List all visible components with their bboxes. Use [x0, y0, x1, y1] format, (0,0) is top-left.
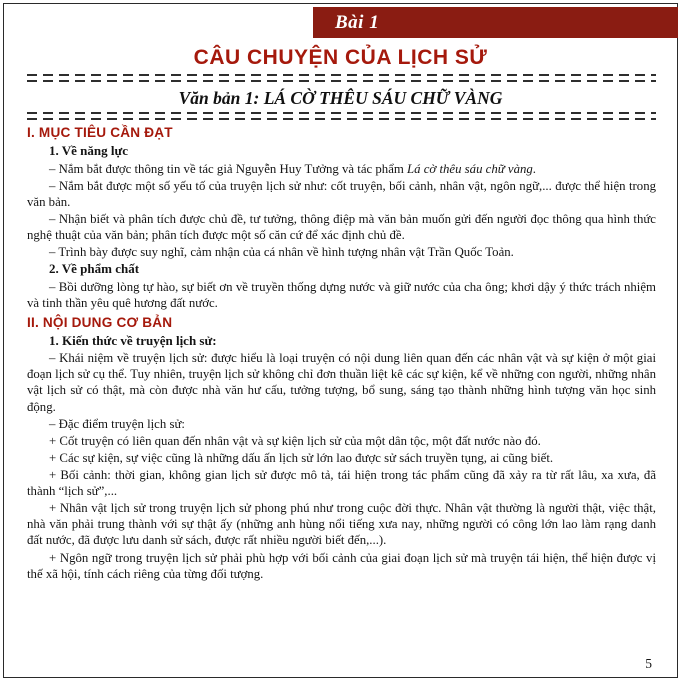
dashed-line: [27, 118, 656, 120]
paragraph: – Trình bày được suy nghĩ, cảm nhận của cá nhân về hình tượng nhân vật Trần Quốc Toản.: [49, 245, 514, 260]
dashed-line: [27, 112, 656, 114]
section-heading: II. NỘI DUNG CƠ BẢN: [27, 314, 173, 330]
paragraph: – Khái niệm về truyện lịch sử: được hiểu là loại truyện có nội dung liên quan đến các nhân vật và sự kiện ở một giai đoạn lịch sử cụ thể. Tuy nhiên, truyện lịch sử không chỉ đơn thuần liệt kê các sự kiện, kể về những con người, những nhân vật lịch sử có thật, mà còn được nhà văn hư cấu, tưởng tượng, bổ sung, sáng tạo thành những hình tượng văn học sinh động.: [27, 351, 656, 414]
document-heading: Văn bản 1: LÁ CỜ THÊU SÁU CHỮ VÀNG: [178, 88, 503, 108]
dashed-line: [27, 80, 656, 82]
dashed-line: [27, 74, 656, 76]
dashed-separator-top: [27, 74, 656, 82]
page-title: CÂU CHUYỆN CỦA LỊCH SỬ: [193, 46, 488, 69]
sub-heading: 1. Về năng lực: [49, 143, 129, 159]
paragraph: + Nhân vật lịch sử trong truyện lịch sử phong phú như trong cuộc đời thực. Nhân vật thường là người thật, việc thật, nhà văn phải trung thành với sự thật ấy (những anh hùng nổi tiếng xưa nay, những người có công lớn lao làm rạng danh đất nước, đã được lưu danh sử sách, được rất nhiều người biết đến,...).: [27, 501, 656, 548]
lesson-label: Bài 1: [335, 11, 380, 33]
body-content: [27, 121, 656, 659]
sub-heading: 1. Kiến thức về truyện lịch sử:: [49, 332, 217, 348]
paragraph: + Cốt truyện có liên quan đến nhân vật và sự kiện lịch sử của một dân tộc, một đất nước nào đó.: [49, 433, 541, 448]
section-heading: I. MỤC TIÊU CẦN ĐẠT: [27, 125, 173, 140]
paragraph: + Các sự kiện, sự việc cũng là những dấu ấn lịch sử lớn lao được sử sách truyền tụng, ai cũng biết.: [49, 450, 554, 465]
dashed-separator-bottom: [27, 112, 656, 120]
lesson-banner: [313, 7, 678, 38]
paragraph: – Đặc điểm truyện lịch sử:: [49, 416, 185, 431]
paragraph: – Nắm bắt được thông tin về tác giả Nguyễn Huy Tưởng và tác phẩm Lá cờ thêu sáu chữ vàng.: [49, 161, 536, 176]
paragraph: – Nắm bắt được một số yếu tố của truyện lịch sử như: cốt truyện, bối cảnh, nhân vật, ngôn ngữ,... được thể hiện trong văn bản.: [27, 178, 656, 209]
page-number: 5: [645, 656, 652, 671]
paragraph: – Nhận biết và phân tích được chủ đề, tư tưởng, thông điệp mà văn bản muốn gửi đến người đọc thông qua hình thức nghệ thuật của văn bản; phân tích được một số căn cứ để xác định chủ đề.: [27, 211, 656, 242]
paragraph: + Ngôn ngữ trong truyện lịch sử phải phù hợp với bối cảnh của giai đoạn lịch sử mà truyện tái hiện, thể hiện được vị thế xã hội, tính cách riêng của từng đối tượng.: [27, 550, 656, 581]
paragraph: – Bồi dưỡng lòng tự hào, sự biết ơn về truyền thống dựng nước và giữ nước của cha ông; khơi dậy ý thức trách nhiệm và tinh thần yêu quê hương đất nước.: [27, 279, 656, 310]
paragraph: + Bối cảnh: thời gian, không gian lịch sử được mô tả, tái hiện trong tác phẩm cũng đã xảy ra từ rất lâu, xa xưa, đã thành “lịch sử”,...: [27, 468, 656, 499]
sub-heading: 2. Về phẩm chất: [49, 261, 140, 277]
